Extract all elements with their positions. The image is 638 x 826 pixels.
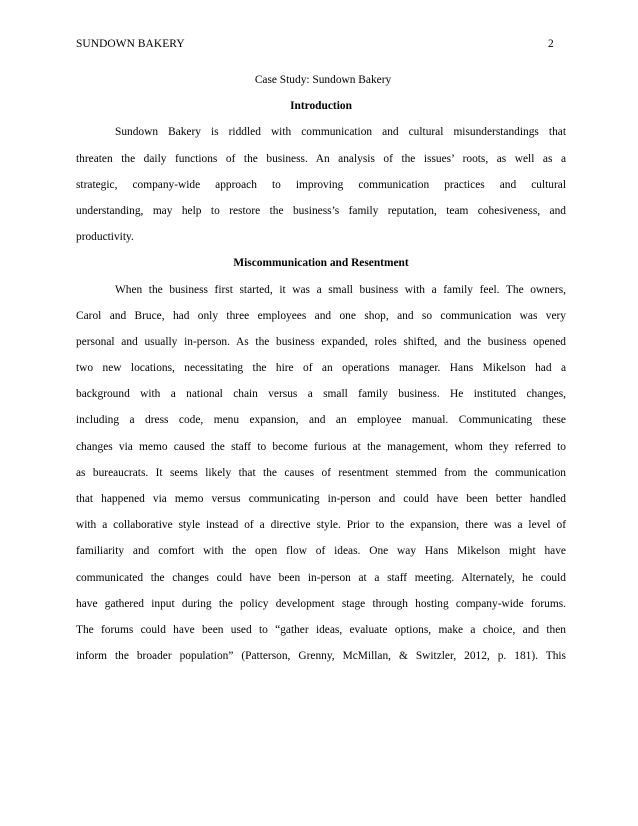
paragraph-line: personal and usually in-person. As the business expanded, roles shifted, and the business opened bbox=[76, 335, 566, 348]
paragraph-line: strategic, company-wide approach to improving communication practices and cultural bbox=[76, 178, 566, 191]
paragraph-line: Carol and Bruce, had only three employees and one shop, and so communication was very bbox=[76, 309, 566, 322]
document-body bbox=[76, 73, 566, 675]
paragraph-line: threaten the daily functions of the business. An analysis of the issues’ roots, as well as a bbox=[76, 152, 566, 165]
paragraph-line: understanding, may help to restore the business’s family reputation, team cohesiveness, and bbox=[76, 204, 566, 217]
paragraph-line: changes via memo caused the staff to become furious at the management, whom they referred to bbox=[76, 440, 566, 453]
paragraph-line: inform the broader population” (Patterson, Grenny, McMillan, & Switzler, 2012, p. 181). This bbox=[76, 650, 566, 663]
paragraph-line: When the business first started, it was a small business with a family feel. The owners, bbox=[115, 283, 566, 296]
paragraph-line: including a dress code, menu expansion, and an employee manual. Communicating these bbox=[76, 414, 566, 427]
paragraph-line: have gathered input during the policy development stage through hosting company-wide forums. bbox=[76, 597, 566, 610]
section-heading-miscommunication: Miscommunication and Resentment bbox=[233, 257, 409, 270]
paragraph-line: background with a national chain versus a small family business. He instituted changes, bbox=[76, 388, 566, 401]
paragraph-line: Sundown Bakery is riddled with communication and cultural misunderstandings that bbox=[115, 126, 566, 139]
paragraph-line: that happened via memo versus communicating in-person and could have been better handled bbox=[76, 493, 566, 505]
paragraph-line: as bureaucrats. It seems likely that the causes of resentment stemmed from the communication bbox=[76, 466, 566, 479]
paragraph-line: communicated the changes could have been in-person at a staff meeting. Alternately, he could bbox=[76, 571, 566, 584]
paragraph-line: productivity. bbox=[76, 231, 134, 244]
page-number: 2 bbox=[548, 38, 554, 50]
paragraph-line: with a collaborative style instead of a directive style. Prior to the expansion, there was a level of bbox=[76, 519, 566, 532]
paragraph-line: The forums could have been used to “gather ideas, evaluate options, make a choice, and then bbox=[76, 623, 566, 636]
running-head: SUNDOWN BAKERY bbox=[76, 38, 185, 50]
document-title: Case Study: Sundown Bakery bbox=[254, 74, 392, 86]
paragraph-line: two new locations, necessitating the hire of an operations manager. Hans Mikelson had a bbox=[76, 362, 566, 375]
section-heading-introduction: Introduction bbox=[290, 100, 352, 113]
paragraph-line: familiarity and comfort with the open flow of ideas. One way Hans Mikelson might have bbox=[76, 545, 566, 558]
